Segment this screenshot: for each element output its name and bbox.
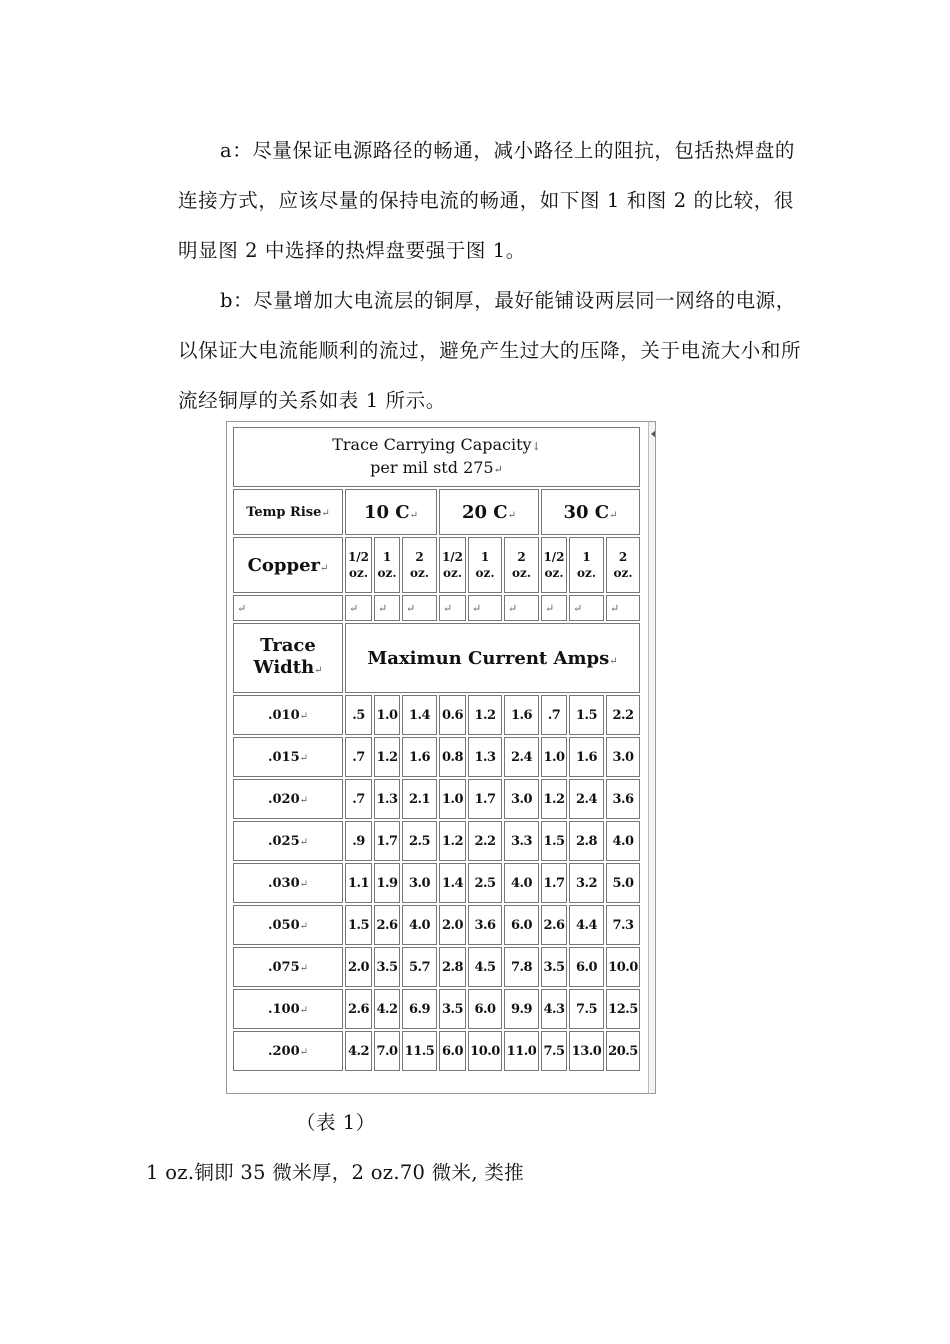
current-value-cell: 4.4 xyxy=(569,905,604,945)
trace-width-label: Trace Width↵ xyxy=(233,623,343,693)
trace-width-cell: .050↵ xyxy=(233,905,343,945)
copper-weight: 1/2 oz. xyxy=(541,537,567,593)
current-value-cell: 3.5 xyxy=(439,989,466,1029)
blank-cell: ↵ xyxy=(541,595,567,621)
copper-weight: 1/2 oz. xyxy=(345,537,372,593)
table-row xyxy=(233,947,640,987)
trace-width-cell: .100↵ xyxy=(233,989,343,1029)
trace-width-cell: .200↵ xyxy=(233,1031,343,1071)
current-value-cell: 2.2 xyxy=(468,821,502,861)
current-value-cell: 2.8 xyxy=(439,947,466,987)
current-value-cell: 1.5 xyxy=(345,905,372,945)
copper-weight: 2 oz. xyxy=(504,537,539,593)
current-value-cell: 20.5 xyxy=(606,1031,640,1071)
current-value-cell: 10.0 xyxy=(606,947,640,987)
current-value-cell: 1.5 xyxy=(541,821,567,861)
current-value-cell: 1.6 xyxy=(402,737,437,777)
copper-weight: 2 oz. xyxy=(606,537,640,593)
current-value-cell: .7 xyxy=(345,737,372,777)
current-value-cell: 1.0 xyxy=(439,779,466,819)
current-value-cell: 1.7 xyxy=(541,863,567,903)
current-value-cell: 6.9 xyxy=(402,989,437,1029)
blank-row xyxy=(233,595,640,621)
current-value-cell: 1.7 xyxy=(374,821,400,861)
blank-cell: ↵ xyxy=(345,595,372,621)
current-value-cell: 2.4 xyxy=(504,737,539,777)
current-value-cell: 6.0 xyxy=(504,905,539,945)
current-value-cell: 3.5 xyxy=(541,947,567,987)
current-value-cell: 9.9 xyxy=(504,989,539,1029)
paragraph-b-text: b：尽量增加大电流层的铜厚，最好能铺设两层同一网络的电源，以保证大电流能顺利的流过，避免产生过大的压降，关于电流大小和所流经铜厚的关系如表 1 所示。 xyxy=(178,289,802,412)
copper-label: Copper↵ xyxy=(233,537,343,593)
current-value-cell: 2.0 xyxy=(345,947,372,987)
current-value-cell: 1.6 xyxy=(569,737,604,777)
current-value-cell: 2.6 xyxy=(374,905,400,945)
current-value-cell: 2.4 xyxy=(569,779,604,819)
current-value-cell: 4.3 xyxy=(541,989,567,1029)
current-value-cell: 4.0 xyxy=(402,905,437,945)
current-value-cell: 4.2 xyxy=(345,1031,372,1071)
current-value-cell: 3.5 xyxy=(374,947,400,987)
blank-cell: ↵ xyxy=(468,595,502,621)
table-body xyxy=(233,695,640,1071)
current-value-cell: 1.3 xyxy=(468,737,502,777)
table-row xyxy=(233,863,640,903)
current-value-cell: 0.6 xyxy=(439,695,466,735)
current-value-cell: 7.8 xyxy=(504,947,539,987)
current-value-cell: 1.0 xyxy=(541,737,567,777)
temp-20c: 20 C↵ xyxy=(439,489,539,535)
current-value-cell: 11.0 xyxy=(504,1031,539,1071)
table-title-line1: Trace Carrying Capacity xyxy=(332,435,532,454)
temp-rise-label: Temp Rise↵ xyxy=(233,489,343,535)
trace-capacity-table xyxy=(231,425,642,1073)
paragraph-b xyxy=(178,276,810,426)
current-value-cell: 3.3 xyxy=(504,821,539,861)
trace-capacity-table-image xyxy=(226,421,656,1094)
current-value-cell: 4.2 xyxy=(374,989,400,1029)
table-caption: （表 1） xyxy=(296,1111,376,1134)
blank-cell: ↵ xyxy=(439,595,466,621)
current-value-cell: 6.0 xyxy=(468,989,502,1029)
current-value-cell: 3.6 xyxy=(606,779,640,819)
current-value-cell: 11.5 xyxy=(402,1031,437,1071)
current-value-cell: .7 xyxy=(541,695,567,735)
current-value-cell: 4.0 xyxy=(606,821,640,861)
table-row xyxy=(233,821,640,861)
blank-cell: ↵ xyxy=(374,595,400,621)
current-value-cell: 1.4 xyxy=(402,695,437,735)
blank-cell: ↵ xyxy=(233,595,343,621)
table-row xyxy=(233,905,640,945)
temp-30c: 30 C↵ xyxy=(541,489,640,535)
current-value-cell: 1.9 xyxy=(374,863,400,903)
trace-width-cell: .010↵ xyxy=(233,695,343,735)
table-row xyxy=(233,779,640,819)
copper-thickness-note: 1 oz.铜即 35 微米厚，2 oz.70 微米, 类推 xyxy=(146,1161,524,1184)
current-value-cell: 5.0 xyxy=(606,863,640,903)
table-title: Trace Carrying Capacity↓ per mil std 275↵ xyxy=(233,427,640,487)
current-value-cell: 3.6 xyxy=(468,905,502,945)
current-value-cell: 3.0 xyxy=(606,737,640,777)
current-value-cell: 2.2 xyxy=(606,695,640,735)
current-value-cell: 10.0 xyxy=(468,1031,502,1071)
current-value-cell: .9 xyxy=(345,821,372,861)
current-value-cell: 12.5 xyxy=(606,989,640,1029)
copper-weight: 1 oz. xyxy=(374,537,400,593)
table-title-line2: per mil std 275 xyxy=(370,458,494,477)
current-value-cell: .7 xyxy=(345,779,372,819)
current-value-cell: 4.5 xyxy=(468,947,502,987)
trace-width-cell: .025↵ xyxy=(233,821,343,861)
current-value-cell: 3.0 xyxy=(504,779,539,819)
current-value-cell: 0.8 xyxy=(439,737,466,777)
current-value-cell: 1.3 xyxy=(374,779,400,819)
current-value-cell: 2.6 xyxy=(345,989,372,1029)
current-value-cell: 1.1 xyxy=(345,863,372,903)
current-value-cell: 2.8 xyxy=(569,821,604,861)
paragraph-a xyxy=(178,126,810,276)
paragraph-a-text: a：尽量保证电源路径的畅通，减小路径上的阻抗，包括热焊盘的连接方式，应该尽量的保持电流的畅通，如下图 1 和图 2 的比较，很明显图 2 中选择的热焊盘要强于图 1。 xyxy=(178,139,796,262)
current-value-cell: 7.0 xyxy=(374,1031,400,1071)
trace-width-cell: .020↵ xyxy=(233,779,343,819)
current-value-cell: 1.2 xyxy=(439,821,466,861)
copper-weight: 1 oz. xyxy=(569,537,604,593)
current-value-cell: 1.6 xyxy=(504,695,539,735)
current-value-cell: 2.0 xyxy=(439,905,466,945)
current-value-cell: 2.5 xyxy=(402,821,437,861)
current-value-cell: 13.0 xyxy=(569,1031,604,1071)
blank-cell: ↵ xyxy=(402,595,437,621)
blank-cell: ↵ xyxy=(569,595,604,621)
table-edge-marker-icon xyxy=(651,430,656,438)
current-value-cell: 7.3 xyxy=(606,905,640,945)
current-value-cell: 2.6 xyxy=(541,905,567,945)
current-value-cell: .5 xyxy=(345,695,372,735)
copper-weight: 1/2 oz. xyxy=(439,537,466,593)
table-row xyxy=(233,1031,640,1071)
blank-cell: ↵ xyxy=(504,595,539,621)
current-value-cell: 3.0 xyxy=(402,863,437,903)
current-value-cell: 1.4 xyxy=(439,863,466,903)
table-row xyxy=(233,737,640,777)
current-value-cell: 1.5 xyxy=(569,695,604,735)
trace-width-cell: .015↵ xyxy=(233,737,343,777)
temp-10c: 10 C↵ xyxy=(345,489,437,535)
blank-cell: ↵ xyxy=(606,595,640,621)
trace-width-cell: .030↵ xyxy=(233,863,343,903)
current-value-cell: 2.1 xyxy=(402,779,437,819)
current-value-cell: 4.0 xyxy=(504,863,539,903)
current-value-cell: 5.7 xyxy=(402,947,437,987)
current-value-cell: 1.2 xyxy=(374,737,400,777)
table-row xyxy=(233,695,640,735)
current-value-cell: 6.0 xyxy=(439,1031,466,1071)
max-current-label: Maximun Current Amps↵ xyxy=(345,623,640,693)
copper-weight: 2 oz. xyxy=(402,537,437,593)
current-value-cell: 7.5 xyxy=(541,1031,567,1071)
current-value-cell: 2.5 xyxy=(468,863,502,903)
current-value-cell: 1.2 xyxy=(468,695,502,735)
current-value-cell: 3.2 xyxy=(569,863,604,903)
copper-weight: 1 oz. xyxy=(468,537,502,593)
current-value-cell: 1.7 xyxy=(468,779,502,819)
current-value-cell: 7.5 xyxy=(569,989,604,1029)
table-row xyxy=(233,989,640,1029)
current-value-cell: 6.0 xyxy=(569,947,604,987)
current-value-cell: 1.0 xyxy=(374,695,400,735)
current-value-cell: 1.2 xyxy=(541,779,567,819)
trace-width-cell: .075↵ xyxy=(233,947,343,987)
table-right-edge xyxy=(648,422,655,1093)
